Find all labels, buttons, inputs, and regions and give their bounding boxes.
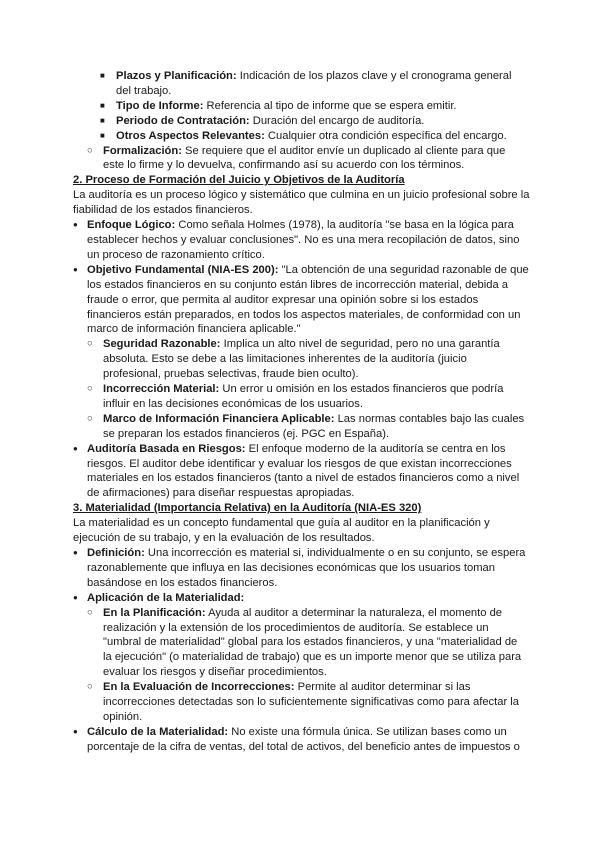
section-heading: 2. Proceso de Formación del Juicio y Objetivos de la Auditoría [73,174,405,187]
list-item: ■ Otros Aspectos Relevantes: Cualquier otra condición específica del encargo. [100,129,507,142]
circle-bullet-icon: ○ [87,383,93,395]
paragraph: La materialidad es un concepto fundamental que guía al auditor en la planificación y ejecución de su trabajo, y en la evaluación de los resultados. [73,517,490,545]
disc-bullet-icon: ● [73,264,78,274]
circle-bullet-icon: ○ [87,144,93,156]
list-item: ■ Plazos y Planificación: Indicación de los plazos clave y el cronograma general del trabajo. [100,70,512,97]
circle-bullet-icon: ○ [87,338,93,350]
square-bullet-icon: ■ [100,115,105,125]
square-bullet-icon: ■ [100,100,105,110]
list-item: ● Cálculo de la Materialidad: No existe una fórmula única. Se utilizan bases como un porcentaje de la cifra de ventas, del total de activos, del beneficio antes de impuestos o [73,725,520,753]
list-item: ● Objetivo Fundamental (NIA-ES 200): "La obtención de una seguridad razonable de que los estados financieros en su conjunto están libres de incorrección material, debida a fraude o error, que permita al auditor expresar una opinión sobre si los estados financieros están preparados, en todos los aspectos materiales, de conformidad con un marco de información financiera aplicable." [73,263,529,336]
list-item: ○ En la Evaluación de Incorrecciones: Permite al auditor determinar si las incorrecciones detectadas son lo suficientemente significativas como para afectar la opinión. [87,681,520,723]
disc-bullet-icon: ● [73,443,78,453]
square-bullet-icon: ■ [100,71,105,80]
circle-bullet-icon: ○ [87,606,93,618]
circle-bullet-icon: ○ [87,412,93,424]
list-item: ● Enfoque Lógico: Como señala Holmes (1978), la auditoría "se basa en la lógica para establecer hechos y evaluar conclusiones". No es una mera recopilación de datos, sino un proceso de razonamiento crítico. [73,219,520,261]
disc-bullet-icon: ● [73,726,78,736]
list-item: ■ Periodo de Contratación: Duración del encargo de auditoría. [100,114,425,127]
list-item: ■ Tipo de Informe: Referencia al tipo de informe que se espera emitir. [100,99,457,112]
disc-bullet-icon: ● [73,592,78,602]
list-item: ○ Marco de Información Financiera Aplicable: Las normas contables bajo las cuales se preparan los estados financieros (ej. PGC en España). [87,412,525,440]
list-item: ○ En la Planificación: Ayuda al auditor a determinar la naturaleza, el momento de realización y la extensión de los procedimientos de auditoría. Se establece un "umbral de materialidad" global para los estados financieros, y una "materialidad de la ejecución" (o materialidad de trabajo) que es un importe menor que se utiliza para evaluar los riesgos y diseñar procedimientos. [87,606,522,679]
list-item: ○ Incorrección Material: Un error u omisión en los estados financieros que podría influir en las decisiones económicas de los usuarios. [87,383,504,410]
paragraph: La auditoría es un proceso lógico y sistemático que culmina en un juicio profesional sobre la fiabilidad de los estados financieros. [73,189,530,217]
list-item: ● Definición: Una incorrección es material si, individualmente o en su conjunto, se espera razonablemente que influya en las decisiones económicas que los usuarios toman basándose en los estados financieros. [73,547,526,589]
circle-bullet-icon: ○ [87,681,93,693]
list-item: ○ Seguridad Razonable: Implica un alto nivel de seguridad, pero no una garantía absoluta. Esto se debe a las limitaciones inherentes de la auditoría (juicio profesional, pruebas selectivas, fraude bien oculto). [87,338,500,381]
list-item: ● Auditoría Basada en Riesgos: El enfoque moderno de la auditoría se centra en los riesgos. El auditor debe identificar y evaluar los riesgos de que existan incorrecciones materiales en los estados financieros (tanto a nivel de estados financieros como a nivel de afirmaciones) para diseñar respuestas apropiadas. [73,442,520,500]
disc-bullet-icon: ● [73,220,78,230]
list-item: ● Aplicación de la Materialidad: [73,591,245,604]
disc-bullet-icon: ● [73,548,78,557]
square-bullet-icon: ■ [100,130,105,140]
list-item: ○ Formalización: Se requiere que el auditor envíe un duplicado al cliente para que este lo firme y lo devuelva, confirmando así su acuerdo con los términos. [87,144,506,172]
document-page [0,69,600,755]
section-heading: 3. Materialidad (Importancia Relativa) en la Auditoría (NIA-ES 320) [73,502,422,515]
